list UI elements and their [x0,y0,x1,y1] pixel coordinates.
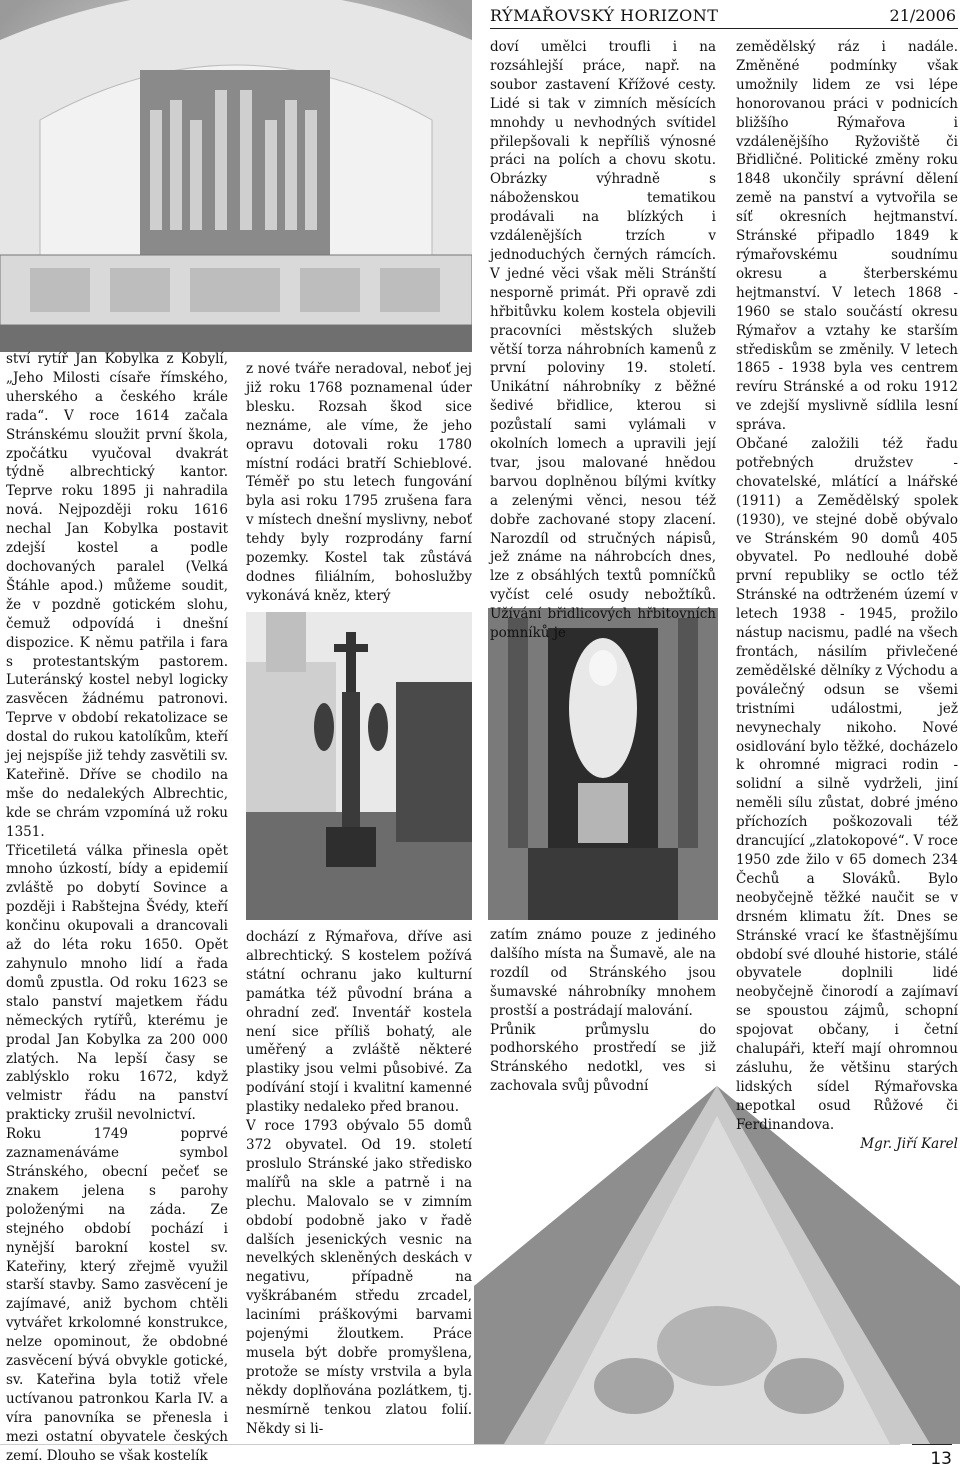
col2a-paragraph-1: z nové tváře neradoval, neboť jej již roku 1768 poznamenal úder blesku. Rozsah škod sice neznáme, ale víme, že jeho opravu dotovali roku 1780 místní rodáci bratří Schieblové. Téměř po stu letech fungování byla asi roku 1795 zrušena fara v místech dnešní myslivny, neboť tehdy byly rozprodány farní pozemky. Kostel tak zůstává dodnes filiálním, bohoslužby vykonává kněz, který [246,361,472,604]
magazine-title: RÝMAŘOVSKÝ HORIZONT [490,6,719,25]
altar-photo [488,608,718,920]
col1-paragraph-2: Třicetiletá válka přinesla opět mnoho úzkostí, bídy a epidemií zvláště po dobytí Sovince a později i Rabštejna Švédy, kteří končinu okupovali a drancovali až do léta roku 1650. Opět zahynulo mnoho lidí a řada domů zpustla. Od roku 1623 se stalo panství majetkem řádu německých rytířů, kterému je prodal Jan Kobylka za 200 000 zlatých. Na lepší časy se zablýsklo roku 1672, když velmistr řádu na panství prakticky zrušil nevolnictví. [6,842,228,1124]
organ-loft-photo [0,0,472,352]
column-3-top [490,38,716,643]
column-2-bottom [246,928,472,1438]
col3a-paragraph-1: doví umělci troufli i na rozsáhlejší práce, např. na soubor zastavení Křížové cesty. Lidé si tak v zimních měsících mnohdy u nevhodných svítidel přilepšovali k nepříliš výnosné práci na polích a chovu skotu. Obrázky výhradně s náboženskou tematikou prodávali na blízkých i vzdálenějších trzích v jednoduchých černých rámcích. V jedné věci však měli Stránští nesporně primát. Při opravě zdi hřbitůvku kolem kostela objevili pracovníci městských služeb větší torza náhrobních kamenů z první poloviny 19. století. Unikátní náhrobníky z běžné šedivé břidlice, kterou si pozůstalí sami vylámali v okolních lomech a upravili její tvar, jsou malované hnědou barvou doplněnou bílými kvítky a zelenými věnci, nesou též dobře zachované stopy zlacení. Narozdíl od stručných nápisů, jež známe na náhrobcích dnes, lze z obsáhlých textů pomníčků vyčíst celé osudy nebožtíků. Užívání břidlicových hřbitovních pomníků je [490,39,716,642]
column-1 [6,350,228,1465]
col3b-paragraph-1: zatím známo pouze z jediného dalšího místa na Šumavě, ale na rozdíl od Stránského jsou šumavské náhrobníky mnohem prostší a postrádají malování. [490,927,716,1019]
col2b-paragraph-1: dochází z Rýmařova, dříve asi albrechtický. S kostelem požívá státní ochranu jako kulturní památka též původní brána a ohradní zeď. Inventář kostela není sice příliš bohatý, ale uměřený a zvláště některé plastiky jsou velmi působivé. Za podívání stojí i kvalitní kamenné plastiky nedaleko před branou. [246,929,472,1116]
author-signature: Mgr. Jiří Karel [860,1135,958,1152]
col4-paragraph-1: zemědělský ráz i nadále. Změněné podmínky však umožnily lidem ze vsi lépe honorovanou práci v podnicích bližšího Rýmařova i vzdálenějšího Ryžoviště či Břidličné. Politické změny roku 1848 ukončily správní dělení země na panství a vytvořila se síť okresních hejtmanství. Stránské připadlo 1849 k rýmařovskému soudnímu okresu a šterberskému hejtmanství. V letech 1868 - 1960 se stalo součástí okresu Rýmařov a vztahy ke starším střediskům se změnily. V letech 1865 - 1938 byla ves centrem revíru Stránské a od roku 1912 ve zdejší myslivně sídlila lesní správa. [736,39,958,434]
col1-paragraph-3: Roku 1749 poprvé zaznamenáváme symbol Stránského, obecní pečeť se znakem jelena s parohy položenými na záda. Ze stejného období pochází i nynější barokní kostel sv. Kateřiny, který zřejmě využil starší stavby. Samo zasvěcení je zajímavé, aniž bychom chtěli vytvářet krkolomné konstrukce, nelze opominout, že obdobné zasvěcení bývá obvykle gotické, sv. Kateřina byla totiž vřele uctívanou patronkou Karla IV. a víra panovníka se přenesla i mezi ostatní obyvatele českých zemí. Dlouho se však kostelík [6,1126,228,1464]
col2b-paragraph-2: V roce 1793 obývalo 55 domů 372 obyvatel. Od 19. století proslulo Stránské jako středisko malířů na skle a patrně i na plechu. Malovalo se v zimním období podobně jako v řadě dalších jesenických vesnic na nevelkých skleněných deskách v negativu, případně na vyškrábaném středu zrcadel, laciními práškovými barvami pojenými žloutkem. Práce musela být dobře promyšlena, protože se místy vrstvila a byla někdy doplňována pozlátkem, tj. nesmírně tenkou zlatou folií. Někdy si li- [246,1118,472,1437]
stone-cross-photo [246,612,472,920]
column-2-top [246,360,472,606]
column-4 [736,38,958,1153]
page-number: 13 [912,1444,952,1475]
col1-paragraph-1: ství rytíř Jan Kobylka z Kobylí, „Jeho Milosti císaře římského, uherského a českého krále rada“. V roce 1614 začala Stránskému sloužit první škola, zpočátku vyučoval dvakrát týdně albrechtický kantor. Teprve roku 1895 ji nahradila nová. Nejpozději roku 1616 nechal Jan Kobylka postavit zdejší kostel a podle dochovaných paralel (Velká Štáhle apod.) můžeme soudit, že v pozdně gotickém slohu, čemuž odpovídá i dnešní dispozice. K němu patřila i fara s protestantským pastorem. Luteránský kostel nebyl logicky zasvěcen žádnému patronovi. Teprve v období rekatolizace se dostal do rukou katolíkům, kteří jej nejspíše již tehdy zasvětili sv. Kateřině. Dříve se chodilo na mše do nedalekých Albrechtic, kde se chrám vzpomíná už roku 1351. [6,351,228,840]
marian-altar-photo-icon [488,608,718,920]
issue-number: 21/2006 [889,6,956,25]
footer-rule [0,1444,900,1445]
column-3-bottom [490,926,716,1096]
church-organ-photo-icon [0,0,472,352]
col3b-paragraph-2: Průnik průmyslu do podhorského prostředí se již Stránského nedotkl, ves si zachovala svůj původní [490,1021,716,1095]
stone-cross-photo-icon [246,612,472,920]
col4-paragraph-2: Občané založili též řadu potřebných družstev - chovatelské, mlátící a lnářské (1911) a Zemědělský spolek (1930), ve stejné době obývalo ve Stránském 90 domů 405 obyvatel. Po nedlouhé době první republiky se octlo též Stránské na odtrženém území v letech 1938 - 1945, prožilo nástup nacismu, padlé na všech frontách, násilím přivlečené zemědělské dělníky z Východu a poválečný odsun se všemi tristními událostmi, jež nevynechaly nikoho. Nové osidlování bylo těžké, docházelo k ohromné migraci rodin - solidní a silně vydrželi, jiní neměli sílu zůstat, dobré jméno příchozích poškozovali též drancující „zlatokopové“. V roce 1950 zde žilo v 65 domech 234 Čechů a Slováků. Bylo neobyčejně těžké naučit se v drsném klimatu žít. Dnes se Stránské vrací ke šťastnějšímu období své dlouhé historie, stálé obyvatele doplnili lidé neobyčejně činorodí a zajímaví se spoustou zájmů, schopní spojovat občany, i četní chalupáři, kteří mají ohromnou zásluhu, že většinu starých lidských sídel Rýmařovska nepotkal osud Růžové či Ferdinandova. [736,436,958,1133]
running-header [490,4,958,29]
